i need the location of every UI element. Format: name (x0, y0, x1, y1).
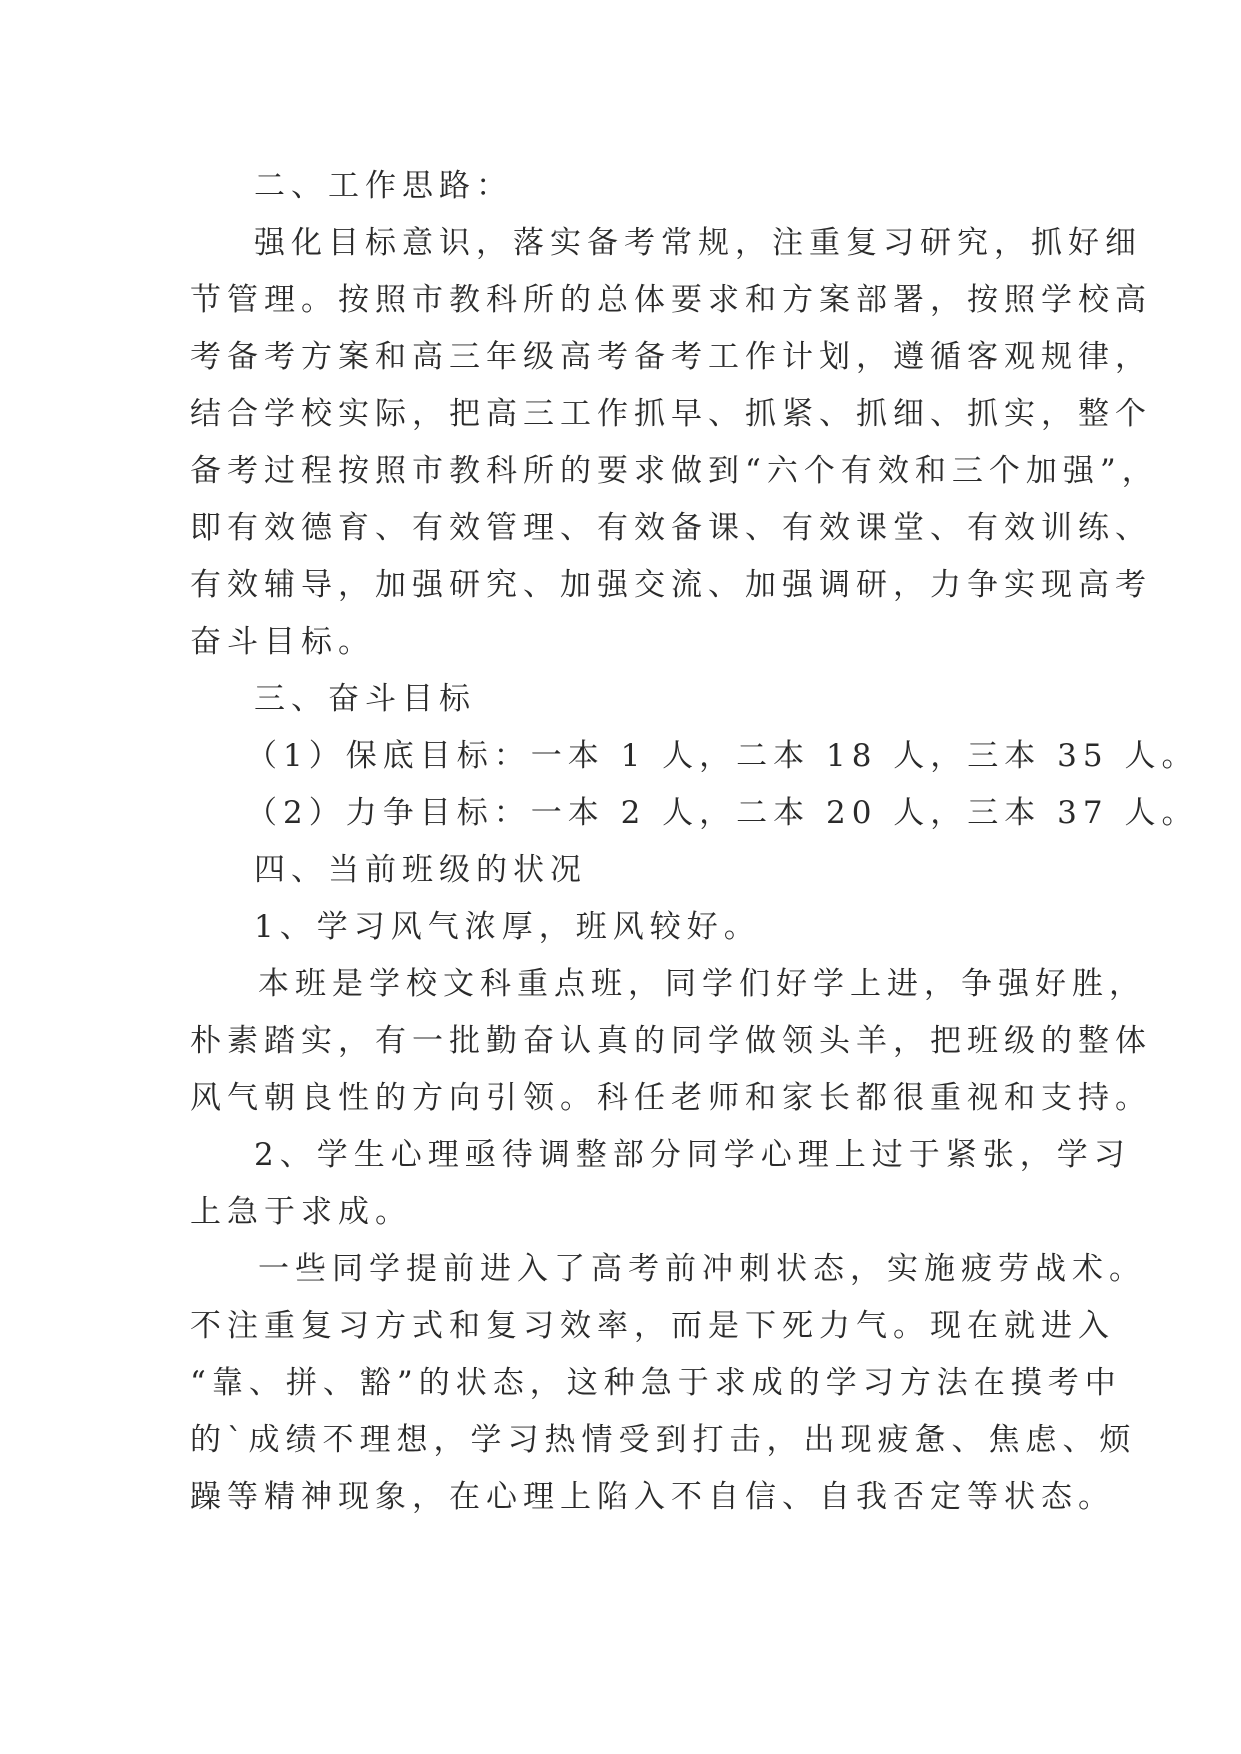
section-heading-class-status: 四、当前班级的状况 (254, 852, 587, 888)
paragraph-line: 强化目标意识，落实备考常规，注重复习研究，抓好细 (254, 225, 1142, 261)
paragraph-line: 朴素踏实，有一批勤奋认真的同学做领头羊，把班级的整体 (190, 1023, 1152, 1059)
paragraph-line: “靠、拼、豁”的状态，这种急于求成的学习方法在摸考中 (190, 1365, 1122, 1401)
paragraph-line: 躁等精神现象，在心理上陷入不自信、自我否定等状态。 (190, 1479, 1115, 1515)
document-body (190, 158, 1199, 1526)
paragraph-line: 上急于求成。 (190, 1194, 412, 1230)
section-heading-goals: 三、奋斗目标 (254, 681, 476, 717)
paragraph-line: 本班是学校文科重点班，同学们好学上进，争强好胜， (258, 966, 1146, 1002)
paragraph-line: 结合学校实际，把高三工作抓早、抓紧、抓细、抓实，整个 (190, 396, 1152, 432)
paragraph-line: 即有效德育、有效管理、有效备课、有效课堂、有效训练、 (190, 510, 1152, 546)
goal-item-target: （2）力争目标：一本 2 人，二本 20 人，三本 37 人。 (246, 795, 1199, 831)
subheading-study-atmosphere: 1、学习风气浓厚，班风较好。 (254, 909, 761, 945)
subheading-student-psychology: 2、学生心理亟待调整部分同学心理上过于紧张，学习 (254, 1137, 1131, 1173)
section-heading-work-approach: 二、工作思路： (254, 168, 513, 204)
goal-item-baseline: （1）保底目标：一本 1 人，二本 18 人，三本 35 人。 (246, 738, 1199, 774)
paragraph-line: 一些同学提前进入了高考前冲刺状态，实施疲劳战术。 (258, 1251, 1146, 1287)
paragraph-line: 不注重复习方式和复习效率，而是下死力气。现在就进入 (190, 1308, 1115, 1344)
paragraph-line: 风气朝良性的方向引领。科任老师和家长都很重视和支持。 (190, 1080, 1152, 1116)
paragraph-line: 的`成绩不理想，学习热情受到打击，出现疲惫、焦虑、烦 (190, 1422, 1137, 1458)
paragraph-line: 考备考方案和高三年级高考备考工作计划，遵循客观规律， (190, 339, 1152, 375)
paragraph-line: 有效辅导，加强研究、加强交流、加强调研，力争实现高考 (190, 567, 1152, 603)
paragraph-line: 备考过程按照市教科所的要求做到“六个有效和三个加强”， (190, 453, 1159, 489)
paragraph-line: 节管理。按照市教科所的总体要求和方案部署，按照学校高 (190, 282, 1152, 318)
paragraph-line: 奋斗目标。 (190, 624, 375, 660)
